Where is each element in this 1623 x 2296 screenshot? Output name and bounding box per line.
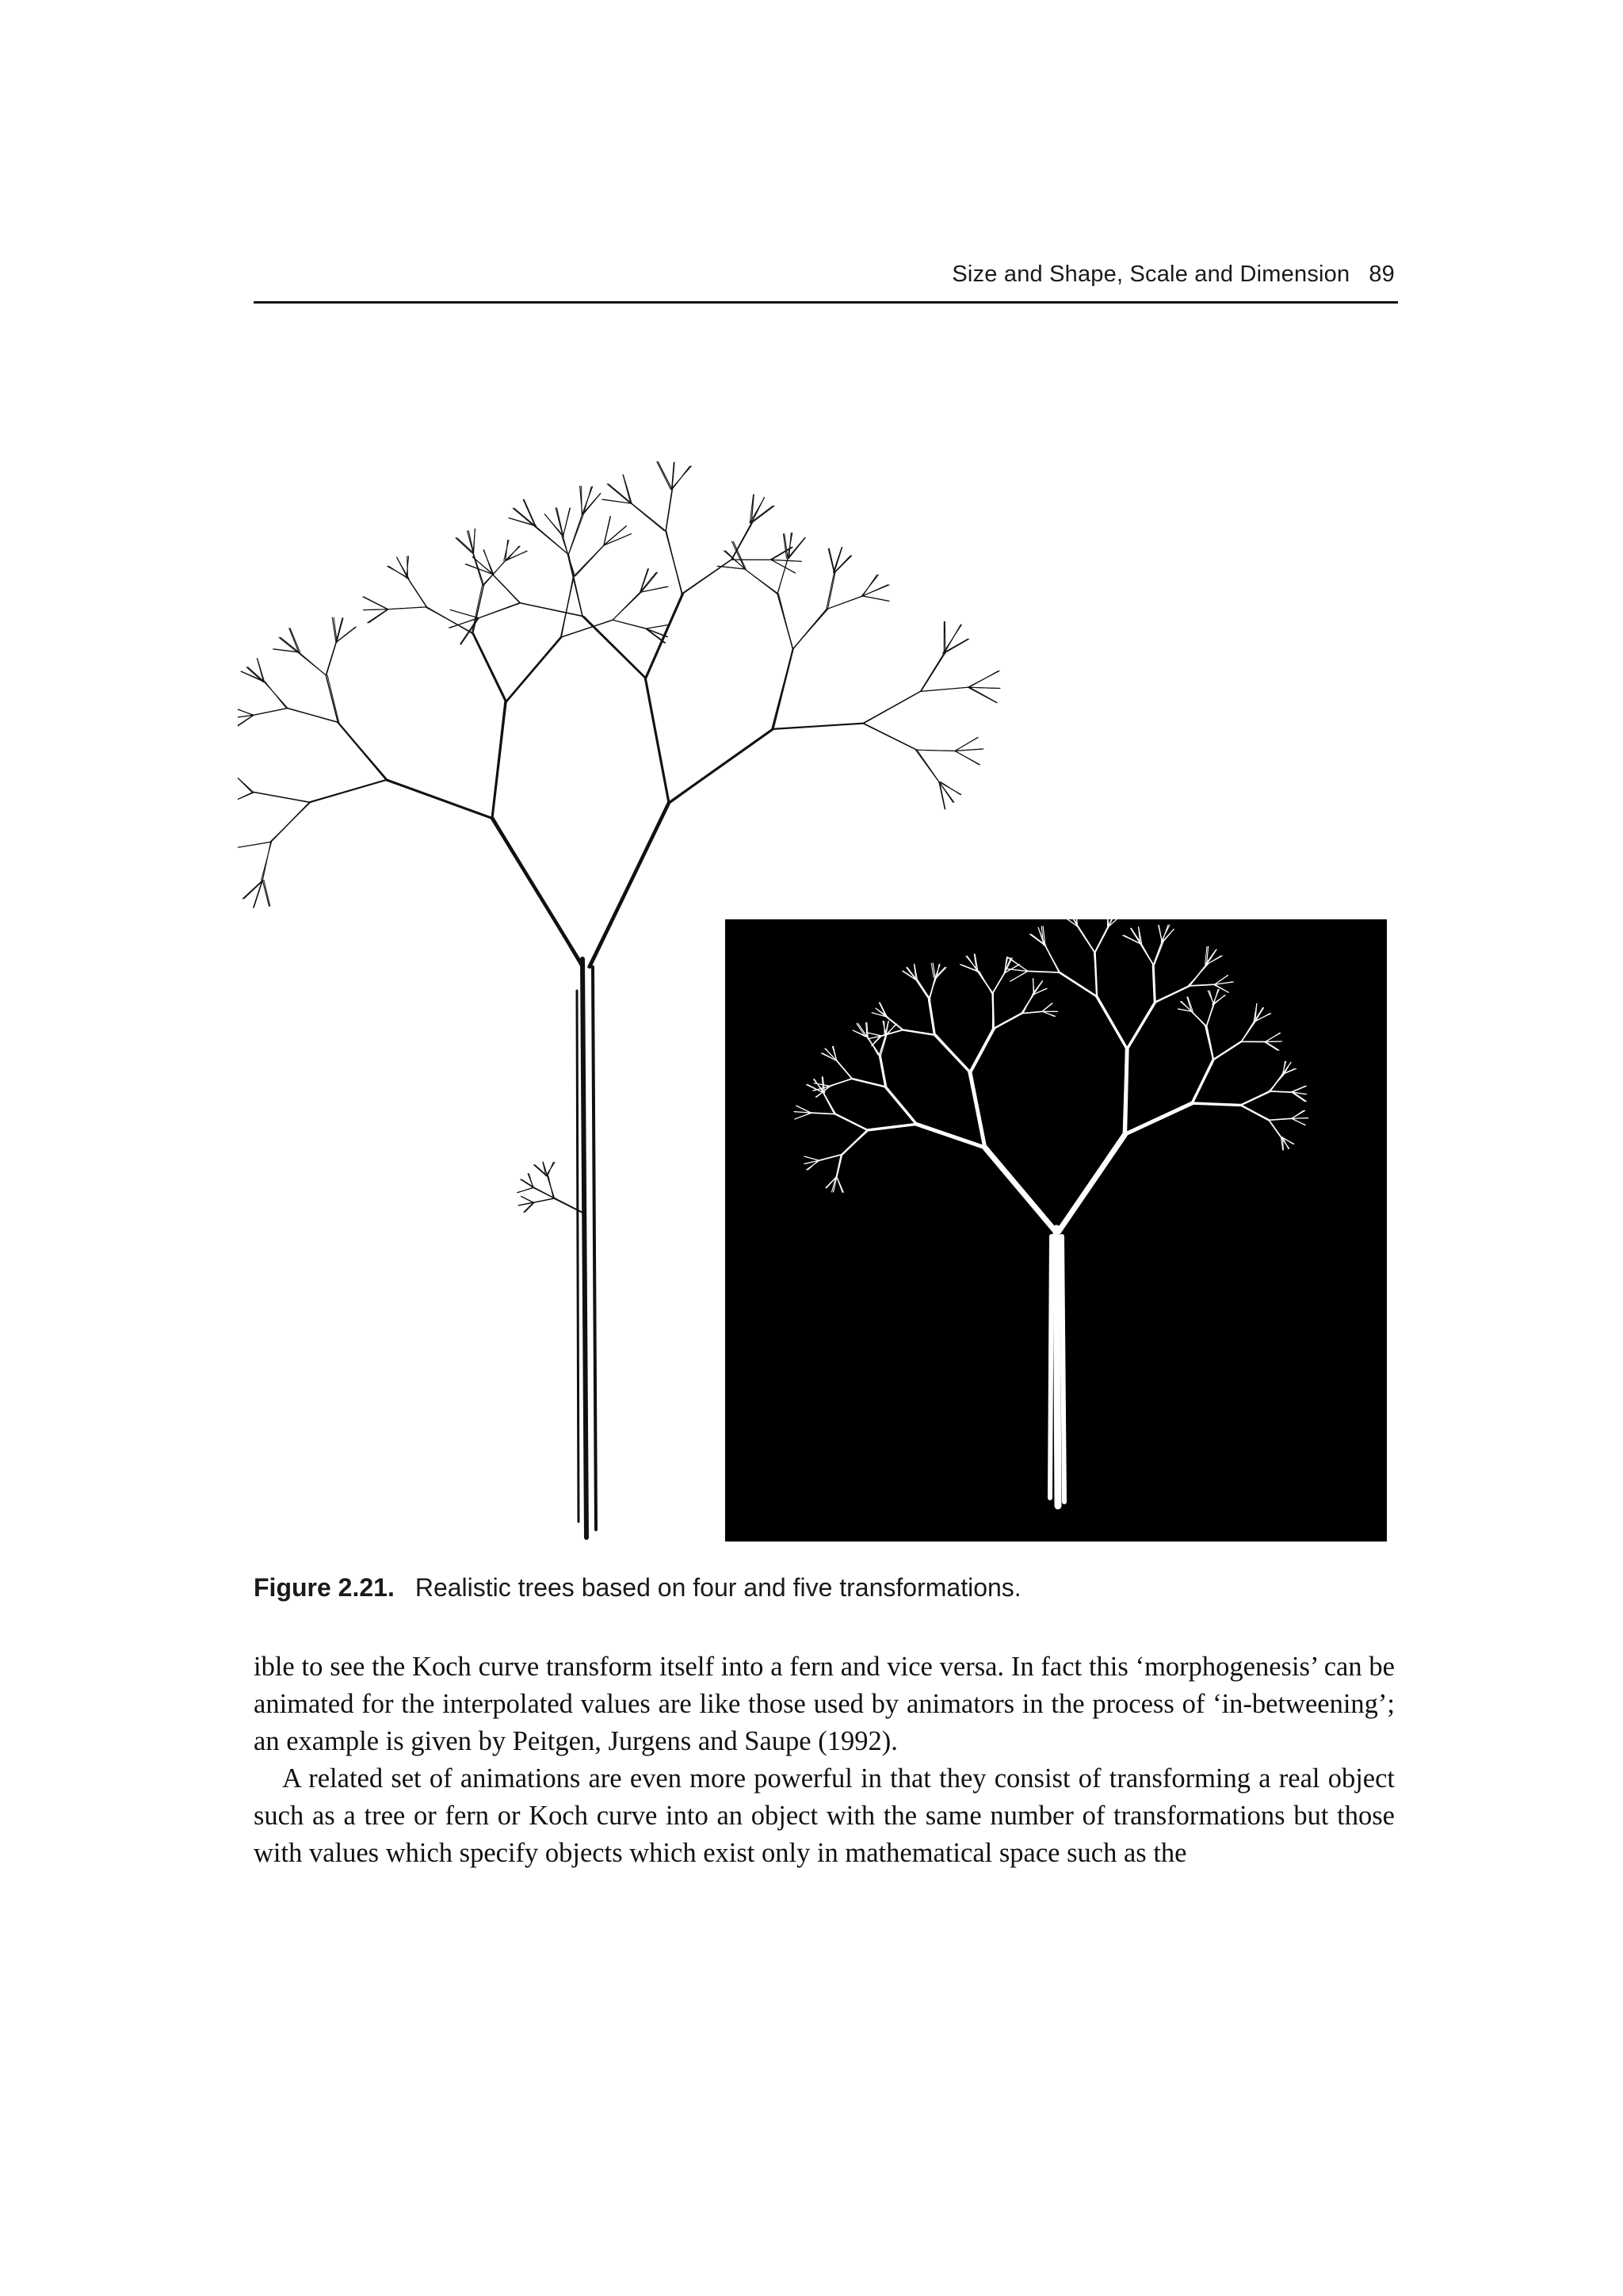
body-paragraph: A related set of animations are even more powerful in that they consist of transforming a real object such as a tree or fern or Koch curve into an object with the same number of transformations but those with values which specify objects which exist only in mathematical space such as the bbox=[254, 1763, 1395, 1868]
five-transformation-tree-inset bbox=[725, 919, 1387, 1541]
body-paragraph: ible to see the Koch curve transform itself into a fern and vice versa. In fact this ‘morphogenesis’ can be animated for the interpolated values are like those used by animators in the process of ‘in-betweening’; an example is given by Peitgen, Jurgens and Saupe (1992). bbox=[254, 1652, 1395, 1756]
body-text bbox=[254, 1648, 1395, 1872]
figure-caption-text: Realistic trees based on four and five transformations. bbox=[414, 1573, 1022, 1602]
five-transformation-tree-image bbox=[725, 919, 1387, 1541]
running-head bbox=[254, 262, 1395, 288]
figure-caption bbox=[254, 1573, 1395, 1603]
figure-label: Figure 2.21. bbox=[254, 1573, 395, 1602]
header-rule bbox=[254, 301, 1398, 304]
running-head-title: Size and Shape, Scale and Dimension bbox=[952, 262, 1350, 287]
page-number: 89 bbox=[1369, 262, 1395, 287]
figure-2-21 bbox=[238, 357, 1411, 1561]
